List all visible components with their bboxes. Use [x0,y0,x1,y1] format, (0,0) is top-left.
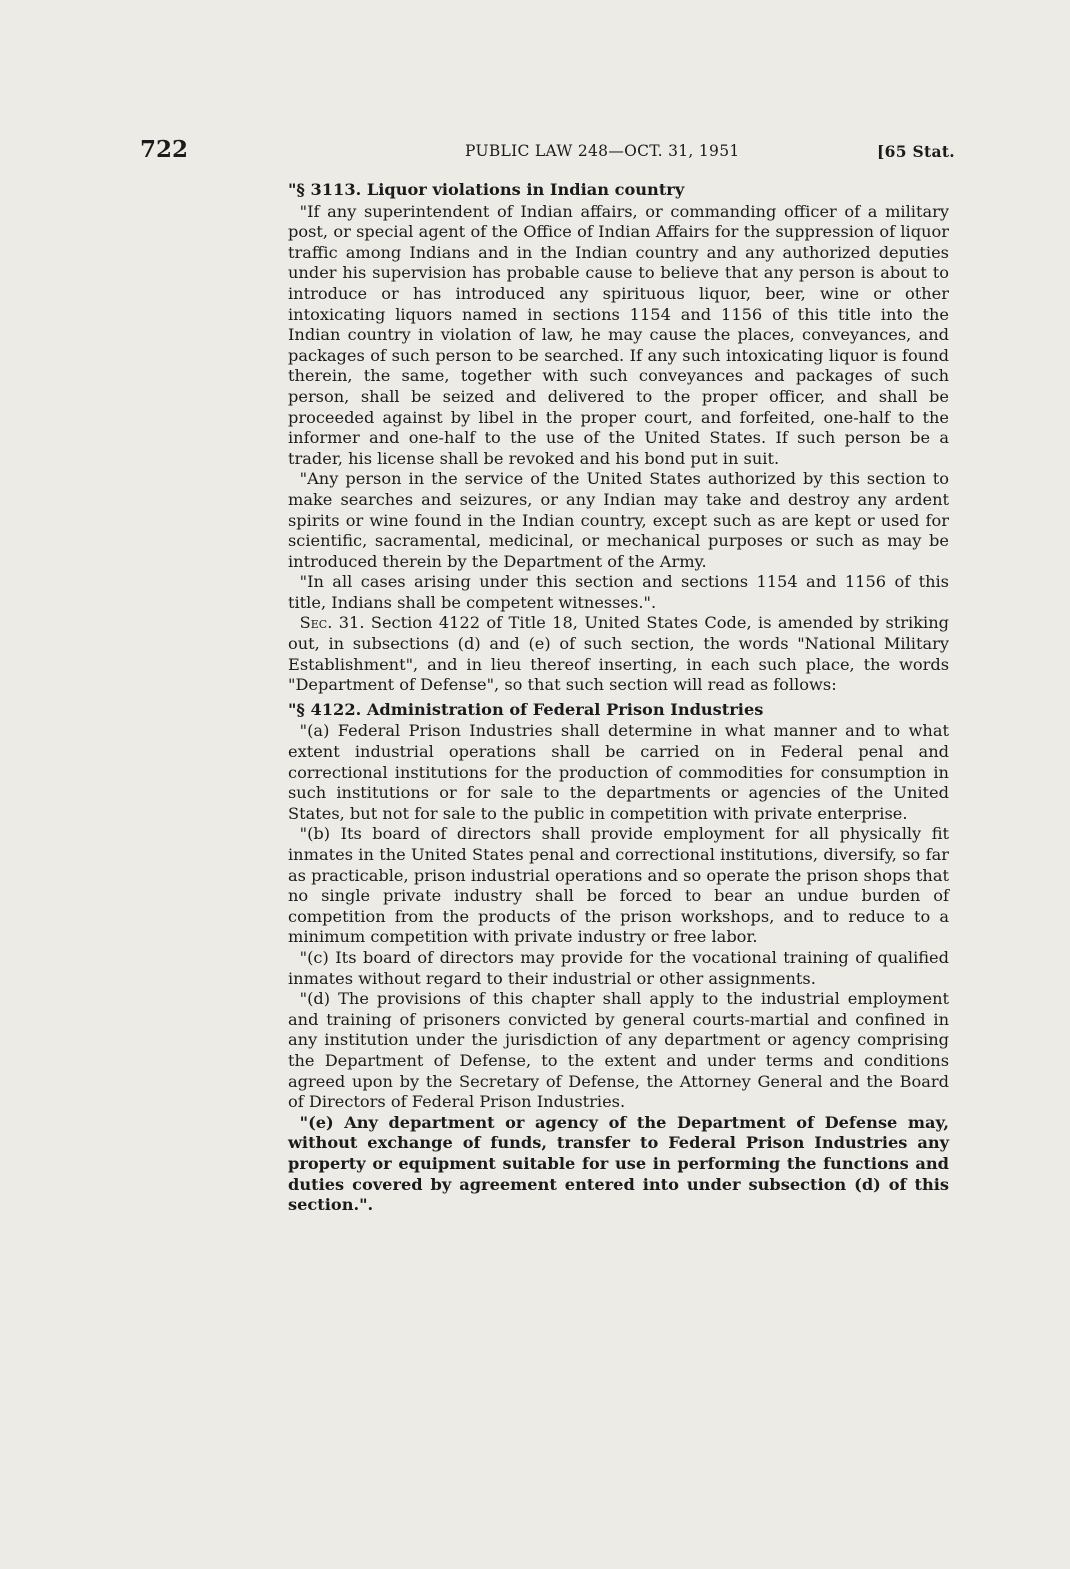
section-4122-heading: "§ 4122. Administration of Federal Prison Industries [288,699,764,719]
page-number: 722 [140,136,189,163]
page-header [140,136,955,166]
sec-31-paragraph [288,613,949,695]
section-4122-subsection-b: "(b) Its board of directors shall provide employment for all physically fit inmates in the United States penal and correctional institutions, diversify, so far as practicable, prison industrial operations and so operate the prison shops that no single private industry shall be forced to bear an undue burden of competition from the products of the prison workshops, and to reduce to a minimum competition with private industry or free labor. [288,824,949,947]
section-3113-paragraph-3: "In all cases arising under this section and sections 1154 and 1156 of this title, Indians shall be competent witnesses.". [288,572,949,612]
sec-31-label: Sec. 31. [299,613,365,633]
section-4122-subsection-c: "(c) Its board of directors may provide for the vocational training of qualified inmates without regard to their industrial or other assignments. [288,947,949,988]
statute-reference: [65 Stat. [877,142,955,161]
sec-31-text: Section 4122 of Title 18, United States Code, is amended by striking out, in subsections (d) and (e) of such section, the words "National Military Establishment", and in lieu thereof inserting, in each such place, the words "Department of Defense", so that such section will read as follows: [288,613,949,695]
section-3113-paragraph-1: "If any superintendent of Indian affairs, or commanding officer of a military post, or special agent of the Office of Indian Affairs for the suppression of liquor traffic among Indians and in the Indian country and any authorized deputies under his supervision has probable cause to believe that any person is about to introduce or has introduced any spirituous liquor, beer, wine or other intoxicating liquors named in sections 1154 and 1156 of this title into the Indian country in violation of law, he may cause the places, conveyances, and packages of such person to be searched. If any such intoxicating liquor is found therein, the same, together with such conveyances and packages of such person, shall be seized and delivered to the proper officer, and shall be proceeded against by libel in the proper court, and forfeited, one-half to the informer and one-half to the use of the United States. If such person be a trader, his license shall be revoked and his bond put in suit. [288,201,949,468]
section-4122-subsection-e: "(e) Any department or agency of the Department of Defense may, without exchange of funds, transfer to Federal Prison Industries any property or equipment suitable for use in performing the functions and duties covered by agreement entered into under subsection (d) of this section.". [288,1112,949,1215]
running-head: PUBLIC LAW 248—OCT. 31, 1951 [465,142,740,160]
body-text [288,180,949,1216]
section-3113-paragraph-2: "Any person in the service of the United States authorized by this section to make searches and seizures, or any Indian may take and destroy any ardent spirits or wine found in the Indian country, except such as are kept or used for scientific, sacramental, medicinal, or mechanical purposes or such as may be introduced therein by the Department of the Army. [288,469,949,571]
section-4122-subsection-d: "(d) The provisions of this chapter shall apply to the industrial employment and training of prisoners convicted by general courts-martial and confined in any institution under the jurisdiction of any department or agency comprising the Department of Defense, to the extent and under terms and conditions agreed upon by the Secretary of Defense, the Attorney General and the Board of Directors of Federal Prison Industries. [288,989,949,1112]
section-4122-subsection-a: "(a) Federal Prison Industries shall determine in what manner and to what extent industrial operations shall be carried on in Federal penal and correctional institutions for the production of commodities for consumption in such institutions or for sale to the departments or agencies of the United States, but not for sale to the public in competition with private enterprise. [288,721,949,823]
section-3113-heading: "§ 3113. Liquor violations in Indian country [288,180,685,199]
